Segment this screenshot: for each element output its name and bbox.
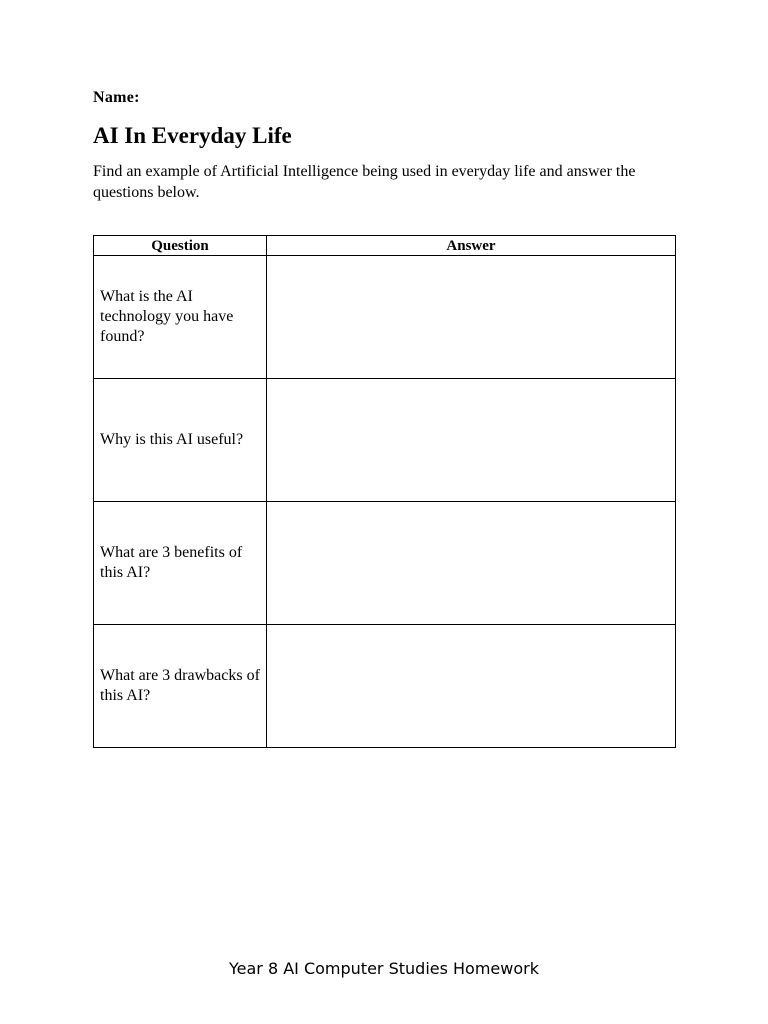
question-cell-ai-technology: What is the AI technology you have found? [94, 256, 267, 379]
table-header-row [94, 236, 676, 256]
table-row [94, 379, 676, 502]
answer-cell-ai-technology[interactable] [267, 256, 676, 379]
table-row [94, 502, 676, 625]
page-footer: Year 8 AI Computer Studies Homework [228, 959, 539, 978]
question-cell-why-useful: Why is this AI useful? [94, 379, 267, 502]
question-cell-benefits: What are 3 benefits of this AI? [94, 502, 267, 625]
page-title: AI In Everyday Life [93, 123, 292, 148]
question-answer-table [93, 235, 676, 748]
question-column-header: Question [94, 236, 267, 256]
answer-cell-benefits[interactable] [267, 502, 676, 625]
instructions-text: Find an example of Artificial Intelligence being used in everyday life and answer the questions below. [93, 163, 636, 201]
table-row [94, 625, 676, 748]
table-row [94, 256, 676, 379]
answer-cell-why-useful[interactable] [267, 379, 676, 502]
question-cell-drawbacks: What are 3 drawbacks of this AI? [94, 625, 267, 748]
answer-cell-drawbacks[interactable] [267, 625, 676, 748]
name-label: Name: [93, 89, 140, 106]
answer-column-header: Answer [267, 236, 676, 256]
